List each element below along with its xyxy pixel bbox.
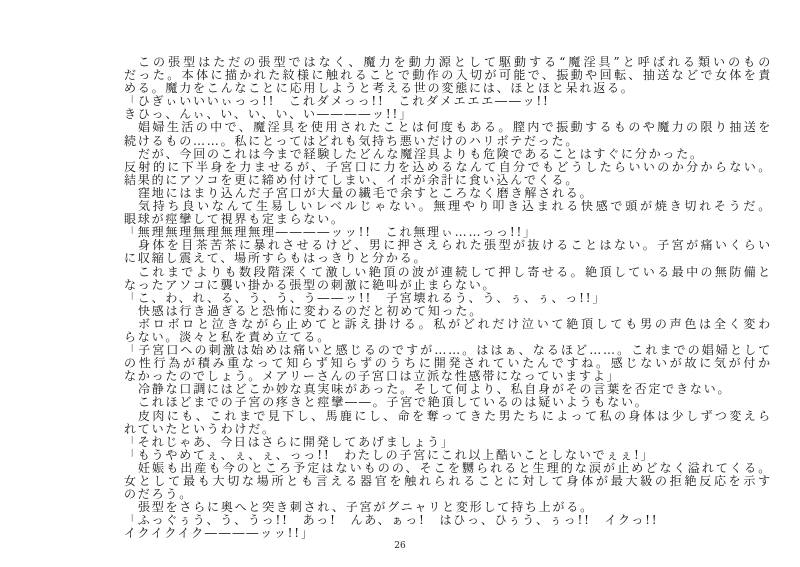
text-line: 「ふっぐぅう、う、うっ!! あっ! んあ、ぁっ! はひっ、ひぅう、ぅっ!! イクっ!!: [124, 514, 659, 528]
text-line: これほどまでの子宮の疼きと痙攣――。子宮で絶頂しているのは疑いようもない。: [138, 396, 649, 410]
narration-paragraph: [124, 410, 772, 436]
narration-paragraph: [124, 501, 772, 514]
text-line: のだろう。: [124, 488, 194, 502]
text-line: 皮肉にも、これまで見下し、馬鹿にし、命を奪ってきた男たちによって私の身体は少しずつ変えら: [138, 409, 772, 423]
page-number: 26: [394, 541, 406, 551]
text-line: 「こ、わ、れ、る、う、う、う――ッ!! 子宮壊れるう、う、ぅ、ぅ、っ!!」: [124, 291, 607, 305]
dialogue-paragraph: [124, 344, 772, 383]
dialogue-paragraph: [124, 436, 772, 449]
narration-paragraph: [124, 266, 772, 292]
text-line: なったアソコに襲い掛かる張型の刺激に絶叫が止まらない。: [124, 278, 497, 292]
narration-paragraph: [124, 383, 772, 396]
narration-paragraph: [124, 462, 772, 501]
text-line: なかったのでしょう。メアリーさんの子宮口は立派な性感帯になっていますよ」: [124, 370, 621, 384]
narration-paragraph: [124, 121, 772, 147]
text-line: 「無理無理無理無理無理――――ッッ!! これ無理ぃ……っっ!!」: [124, 226, 537, 240]
text-line: 気持ち良いなんて生易しいレベルじゃない。無理やり叩き込まれる快感で頭が焼き切れそうだ。: [138, 200, 772, 214]
text-line: 張型をさらに奥へと突き刺され、子宮がグニャリと変形して持ち上がる。: [138, 501, 594, 515]
text-line: この張型はただの張型ではなく、魔力を動力源として駆動する“魔淫具”と呼ばれる類いのもの: [138, 56, 772, 69]
text-line: 冷静な口調にはどこか妙な真実味があった。そして何より、私自身がその言葉を否定できない。: [138, 383, 732, 397]
narration-paragraph: [124, 305, 772, 318]
text-line: ボロボロと泣きながら止めてと訴え掛ける。私がどれだけ泣いて絶頂しても男の声色は全く変わ: [138, 317, 772, 331]
dialogue-paragraph: [124, 95, 772, 121]
text-line: 結果的にアソコを更に締め付けてしまい、イボが余計に食い込んでくる。: [124, 173, 580, 187]
text-line: 「もうやめてぇ、ぇ、ぇ、っっ!! わたしの子宮にこれ以上酷いことしないでぇぇ!」: [124, 448, 655, 462]
text-line: の性行為が積み重なって知らず知らずのうちに開発されていたんですね。感じないが故に気が付か: [124, 357, 772, 371]
text-line: 娼婦生活の中で、魔淫具を使用されたことは何度もある。膣内で振動するものや魔力の限り抽送を: [138, 121, 772, 135]
text-line: 身体を目茶苦茶に暴れさせるけど、男に押さえられた張型が抜けることはない。子宮が痛いくらい: [138, 239, 772, 253]
text-line: これまでよりも数段階深くて激しい絶頂の波が連続して押し寄せる。絶頂している最中の無防備と: [138, 265, 772, 279]
text-line: める。魔力をこんなことに応用しようと考える世の変態には、ほとほと呆れ返る。: [124, 82, 635, 96]
body-text: [124, 56, 772, 540]
text-line: 妊娠も出産も今のところ予定はないものの、そこを嬲られると生理的な涙が止めどなく溢れてくる。: [138, 461, 772, 475]
text-line: れていたというわけだ。: [124, 422, 276, 436]
narration-paragraph: [124, 187, 772, 200]
text-line: 続けるもの……。私にとってはどれも気持ち悪いだけのハリボテだった。: [124, 134, 580, 148]
narration-paragraph: [124, 200, 772, 226]
text-line: らない。淡々と私を責め立てる。: [124, 330, 332, 344]
narration-paragraph: [124, 396, 772, 409]
text-line: に収縮し震えて、場所すらもはっきりと分かる。: [124, 252, 428, 266]
narration-paragraph: [124, 239, 772, 265]
text-line: 反射的に下半身を力ませるが、子宮口に力を込めるなんて自分でもどうしたらいいのか分からない。: [124, 160, 772, 174]
text-line: 眼球が痙攣して視界も定まらない。: [124, 213, 345, 227]
narration-paragraph: [124, 148, 772, 187]
narration-paragraph: [124, 318, 772, 344]
dialogue-paragraph: [124, 449, 772, 462]
text-line: きひっ、んぃ、い、い、い、い――――ッ!!」: [124, 108, 413, 122]
text-line: だった。本体に描かれた紋様に触れることで動作の入切が可能で、振動や回転、抽送などで女体を責: [124, 69, 772, 83]
text-line: イクイクイク――――ッッ!!」: [124, 527, 315, 541]
narration-paragraph: [124, 56, 772, 95]
dialogue-paragraph: [124, 514, 772, 540]
text-line: 「それじゃあ、今日はさらに開発してあげましょう」: [124, 435, 455, 449]
text-line: だが、今回のこれは今まで経験したどんな魔淫具よりも危険であることはすぐに分かった。: [138, 147, 704, 161]
text-line: 女として最も大切な場所とも言える器官を触れられることに対して身体が最大級の拒絶反応を示す: [124, 475, 772, 488]
dialogue-paragraph: [124, 226, 772, 239]
text-line: 快感は行き過ぎると恐怖に変わるのだと初めて知った。: [138, 304, 484, 318]
text-line: 窪地にはまり込んだ子宮口が大量の繊毛で余すところなく磨き解される。: [138, 186, 594, 200]
text-line: 「ひぎぃいいいぃっっ!! これダメっっ!! これダメエエエ――ッ!!: [124, 95, 550, 109]
dialogue-paragraph: [124, 292, 772, 305]
text-line: 「子宮口への刺激は始めは痛いと感じるのですが……。ははぁ、なるほど……。これまでの娼婦として: [124, 344, 772, 358]
